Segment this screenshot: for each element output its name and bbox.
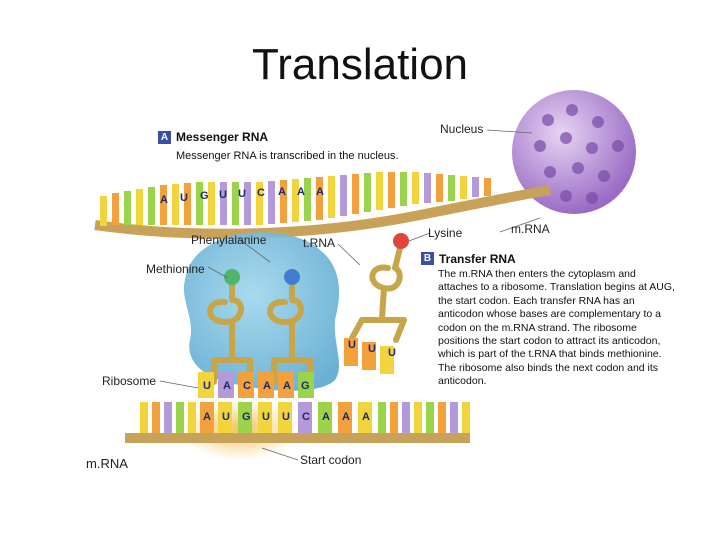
anticodon-1: U — [203, 380, 211, 392]
lysine-ball — [393, 233, 409, 249]
bottom-base-8: A — [342, 411, 350, 423]
top-base-1: A — [160, 194, 168, 206]
top-base-7: A — [278, 186, 286, 198]
top-base-3: G — [200, 190, 209, 202]
bottom-base-3: G — [242, 411, 251, 423]
page-title: Translation — [251, 40, 469, 89]
bottom-base-6: C — [302, 411, 310, 423]
phenylalanine-ball — [284, 269, 300, 285]
anticodon-2: A — [223, 380, 231, 392]
top-base-8: A — [297, 186, 305, 198]
mrna-bottom-label: m.RNA — [86, 456, 128, 471]
mrna-top-label: m.RNA — [511, 222, 550, 236]
section-a-heading: Messenger RNA — [176, 130, 269, 144]
anticodon-6: G — [301, 380, 310, 392]
anticodon-5: A — [283, 380, 291, 392]
bottom-base-7: A — [322, 411, 330, 423]
trna-label: t.RNA — [303, 236, 336, 250]
section-a-text: Messenger RNA is transcribed in the nucleus. — [176, 150, 399, 162]
section-b-heading: Transfer RNA — [439, 252, 516, 266]
section-b-badge: B — [421, 252, 434, 265]
bottom-base-2: U — [222, 411, 230, 423]
ribosome-label: Ribosome — [102, 374, 157, 388]
nucleus-label: Nucleus — [440, 122, 484, 136]
lysine-anticodon-1: U — [348, 339, 356, 351]
methionine-label: Methionine — [146, 262, 205, 276]
bottom-base-5: U — [282, 411, 290, 423]
top-base-5: U — [238, 188, 246, 200]
top-base-6: C — [257, 187, 265, 199]
top-strand-bases — [100, 172, 491, 226]
section-a-badge: A — [158, 131, 171, 144]
bottom-base-9: A — [362, 411, 370, 423]
lysine-anticodon-2: U — [368, 343, 376, 355]
top-base-2: U — [180, 192, 188, 204]
phenylalanine-label: Phenylalanine — [191, 233, 267, 247]
trna-lysine — [352, 248, 404, 340]
bottom-base-1: A — [203, 411, 211, 423]
bottom-base-4: U — [262, 411, 270, 423]
anticodon-4: A — [263, 380, 271, 392]
anticodon-3: C — [243, 380, 251, 392]
start-codon-label: Start codon — [300, 453, 362, 467]
lysine-anticodon-3: U — [388, 347, 396, 359]
top-base-4: U — [219, 189, 227, 201]
lysine-label: Lysine — [428, 226, 463, 240]
section-b-text: The m.RNA then enters the cytoplasm and attaches to a ribosome. Translation begins at AUG, the start codon. Each transfer RNA has an anticodon whose bases are complementary to a codon on the m.RNA strand. The ribosome positions the start codon to attract its anticodon, which is part of the t.RNA that binds methionine. The ribosome also binds the next codon and its anticodon. — [438, 268, 675, 388]
top-base-9: A — [316, 186, 324, 198]
